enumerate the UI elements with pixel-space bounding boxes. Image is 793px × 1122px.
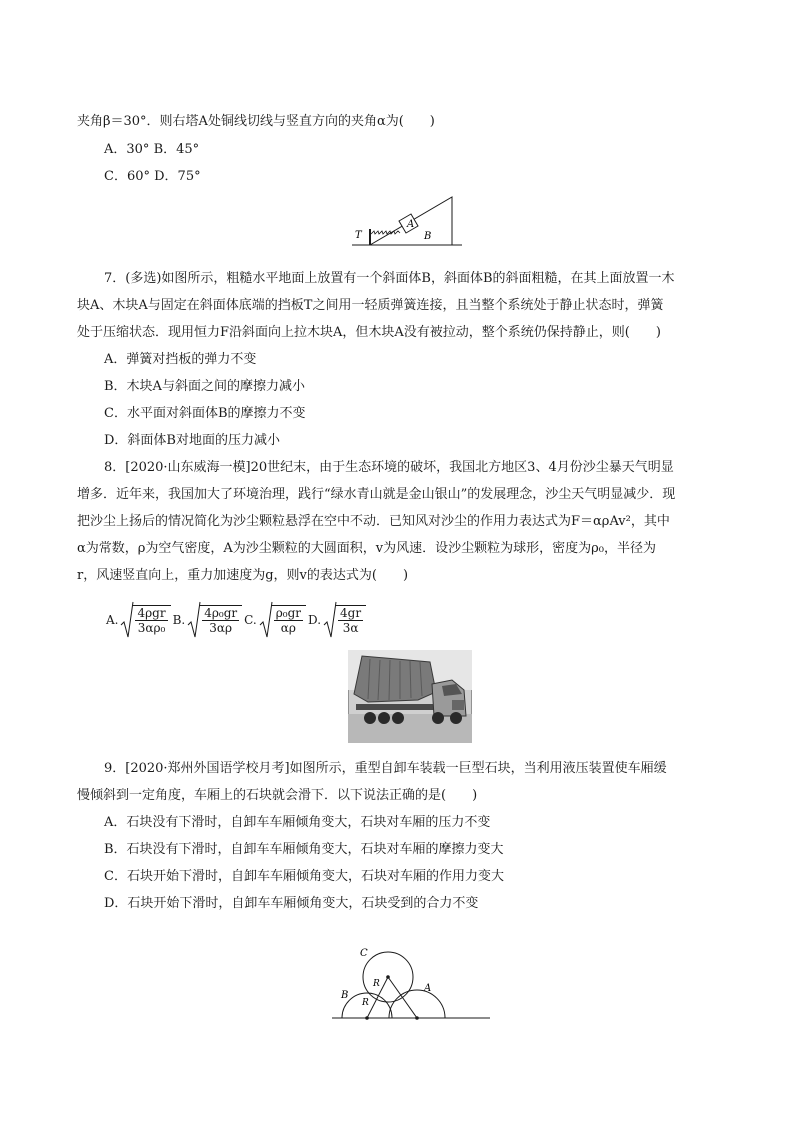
q6-stem-tail: 夹角β＝30°．则右塔A处铜线切线与竖直方向的夹角α为( )	[77, 114, 435, 129]
radius-label-2: R	[362, 998, 369, 1008]
q8-option-c-label: C.	[244, 613, 257, 627]
q8-option-c-radical	[259, 601, 306, 639]
q8-option-d-radical	[323, 601, 366, 639]
three-circles-figure	[330, 944, 495, 1024]
dump-truck-photo	[348, 650, 472, 743]
q7-stem-line-3: 处于压缩状态．现用恒力F沿斜面向上拉木块A，但木块A没有被拉动，整个系统仍保持静止，则( )	[77, 325, 661, 340]
q8-option-d-numerator: 4gr	[340, 606, 362, 620]
incline-label-t: T	[355, 230, 362, 241]
q8-stem-line-4: α为常数，ρ为空气密度，A为沙尘颗粒的大圆面积，v为风速．设沙尘颗粒为球形，密度为ρ₀，半径为	[77, 541, 657, 556]
circle-label-a: A	[424, 983, 432, 994]
q8-option-a-numerator: 4ρgr	[137, 606, 166, 620]
q8-stem-line-2: 增多．近年来，我国加大了环境治理，践行“绿水青山就是金山银山”的发展理念，沙尘天气明显减少．现	[77, 487, 676, 502]
q8-stem-line-5: r，风速竖直向上，重力加速度为g，则v的表达式为( )	[77, 568, 409, 583]
q7-option-b: B．木块A与斜面之间的摩擦力减小	[104, 379, 305, 394]
q9-stem-line-1: 9．[2020·郑州外国语学校月考]如图所示，重型自卸车装载一巨型石块，当利用液压装置使车厢缓	[104, 761, 667, 776]
q6-option-row-2: C．60° D．75°	[104, 169, 201, 184]
incline-label-a: A	[407, 219, 415, 230]
q8-option-a-radical	[120, 601, 170, 639]
q6-option-row-1: A．30° B．45°	[104, 142, 200, 157]
q7-stem-line-1: 7．(多选)如图所示，粗糙水平地面上放置有一个斜面体B，斜面体B的斜面粗糙，在其上面放置一木	[104, 271, 675, 286]
q9-option-b: B．石块没有下滑时，自卸车车厢倾角变大，石块对车厢的摩擦力变大	[104, 842, 504, 857]
q8-option-c-numerator: ρ₀gr	[275, 606, 302, 620]
q8-option-d-denominator: 3α	[342, 621, 359, 635]
q8-stem-line-1: 8．[2020·山东威海一模]20世纪末，由于生态环境的破坏，我国北方地区3、4月份沙尘暴天气明显	[104, 460, 674, 475]
q9-stem-line-2: 慢倾斜到一定角度，车厢上的石块就会滑下．以下说法正确的是( )	[77, 788, 478, 803]
q7-option-a: A．弹簧对挡板的弹力不变	[104, 352, 257, 367]
q8-option-b-denominator: 3αρ	[209, 621, 233, 635]
q8-option-b-numerator: 4ρ₀gr	[204, 606, 238, 620]
q8-option-c-denominator: αρ	[280, 621, 296, 635]
circle-label-b: B	[341, 990, 349, 1001]
q9-option-a: A．石块没有下滑时，自卸车车厢倾角变大，石块对车厢的压力不变	[104, 815, 491, 830]
q9-option-c: C．石块开始下滑时，自卸车车厢倾角变大，石块对车厢的作用力变大	[104, 869, 504, 884]
q9-option-d: D．石块开始下滑时，自卸车车厢倾角变大，石块受到的合力不变	[104, 896, 479, 911]
q7-stem-line-2: 块A、木块A与固定在斜面体底端的挡板T之间用一轻质弹簧连接，且当整个系统处于静止状态时，弹簧	[77, 298, 664, 313]
radius-label-1: R	[373, 979, 380, 989]
q8-option-b-radical	[187, 601, 242, 639]
q8-options-formulas	[104, 600, 366, 640]
q8-stem-line-3: 把沙尘上扬后的情况简化为沙尘颗粒悬浮在空中不动．已知风对沙尘的作用力表达式为F＝αρAv²，其中	[77, 514, 670, 529]
q8-option-a-label: A.	[106, 613, 119, 627]
circle-label-c: C	[360, 948, 368, 959]
q8-option-d-label: D.	[308, 613, 322, 627]
q8-option-a-denominator: 3αρ₀	[137, 621, 166, 635]
incline-spring-figure	[350, 193, 465, 251]
incline-label-b: B	[424, 231, 432, 242]
q7-option-c: C．水平面对斜面体B的摩擦力不变	[104, 406, 306, 421]
q8-option-b-label: B.	[172, 613, 186, 627]
q7-option-d: D．斜面体B对地面的压力减小	[104, 433, 280, 448]
